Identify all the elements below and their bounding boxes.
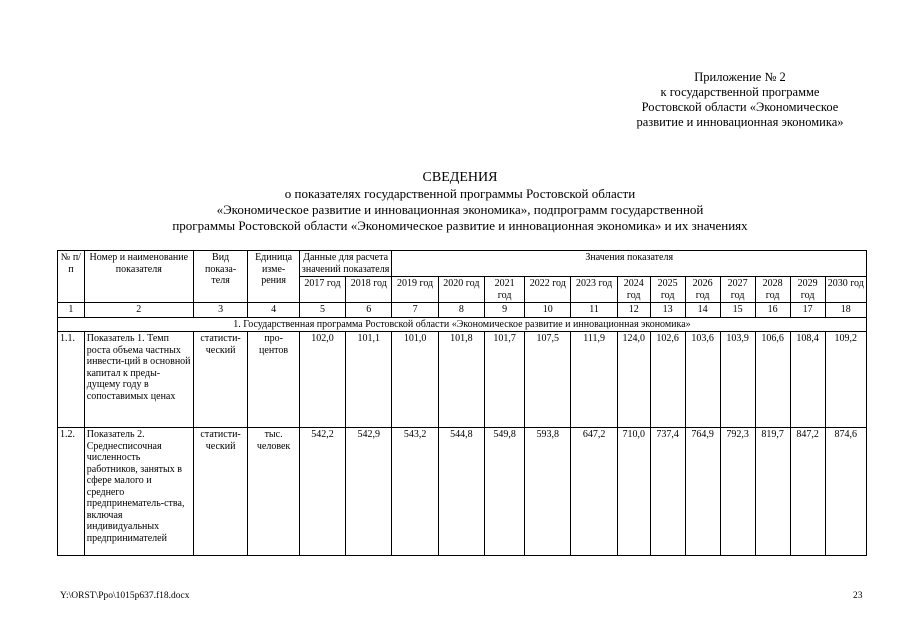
col-number: 17 bbox=[790, 303, 825, 318]
table-row bbox=[58, 332, 867, 428]
row-unit: тыс. человек bbox=[248, 428, 299, 556]
row-indicator-name: Показатель 2. Среднесписочная численность работников, занятых в сфере малого и среднего предпринематель-ства, включая индивидуальных предпринимателей bbox=[84, 428, 193, 556]
value-cell: 847,2 bbox=[790, 428, 825, 556]
value-cell: 103,9 bbox=[720, 332, 755, 428]
year-cell: 2021 год bbox=[485, 277, 525, 303]
col-number: 16 bbox=[755, 303, 790, 318]
row-number: 1.1. bbox=[58, 332, 85, 428]
year-cell: 2029 год bbox=[790, 277, 825, 303]
col-number: 18 bbox=[825, 303, 866, 318]
appendix-block bbox=[600, 70, 880, 130]
col-number: 9 bbox=[485, 303, 525, 318]
section-row bbox=[58, 317, 867, 332]
heading-line-1: о показателях государственной программы Ростовской области bbox=[284, 186, 636, 201]
header-values: Значения показателя bbox=[392, 251, 867, 277]
col-number: 12 bbox=[617, 303, 650, 318]
year-cell: 2020 год bbox=[438, 277, 484, 303]
col-number: 1 bbox=[58, 303, 85, 318]
value-cell: 109,2 bbox=[825, 332, 866, 428]
appendix-line-1: Приложение № 2 bbox=[694, 70, 786, 84]
value-cell: 543,2 bbox=[392, 428, 438, 556]
value-cell: 102,6 bbox=[650, 332, 685, 428]
col-number: 13 bbox=[650, 303, 685, 318]
col-number: 5 bbox=[299, 303, 345, 318]
col-number: 7 bbox=[392, 303, 438, 318]
header-unit: Единица изме-рения bbox=[248, 251, 299, 303]
heading-line-2: «Экономическое развитие и инновационная экономика», подпрограмм государственной bbox=[216, 202, 704, 217]
year-cell: 2019 год bbox=[392, 277, 438, 303]
document-title: СВЕДЕНИЯ bbox=[422, 170, 498, 185]
col-number: 6 bbox=[346, 303, 392, 318]
appendix-line-3: Ростовской области «Экономическое bbox=[641, 100, 839, 114]
document-heading bbox=[60, 170, 860, 234]
year-cell: 2027 год bbox=[720, 277, 755, 303]
col-number: 2 bbox=[84, 303, 193, 318]
value-cell: 102,0 bbox=[299, 332, 345, 428]
year-cell: 2030 год bbox=[825, 277, 866, 303]
value-cell: 107,5 bbox=[525, 332, 571, 428]
indicators-table bbox=[57, 250, 867, 556]
year-cell: 2017 год bbox=[299, 277, 345, 303]
year-cell: 2023 год bbox=[571, 277, 617, 303]
value-cell: 792,3 bbox=[720, 428, 755, 556]
column-numbers-row bbox=[58, 303, 867, 318]
year-cell: 2028 год bbox=[755, 277, 790, 303]
col-number: 3 bbox=[193, 303, 248, 318]
row-unit: про-центов bbox=[248, 332, 299, 428]
value-cell: 542,2 bbox=[299, 428, 345, 556]
value-cell: 124,0 bbox=[617, 332, 650, 428]
value-cell: 103,6 bbox=[685, 332, 720, 428]
heading-line-3: программы Ростовской области «Экономическое развитие и инновационная экономика» и их значениях bbox=[172, 218, 748, 233]
appendix-line-4: развитие и инновационная экономика» bbox=[636, 115, 844, 129]
col-number: 4 bbox=[248, 303, 299, 318]
appendix-line-2: к государственной программе bbox=[660, 85, 820, 99]
header-name: Номер и наименование показателя bbox=[84, 251, 193, 303]
year-cell: 2022 год bbox=[525, 277, 571, 303]
value-cell: 819,7 bbox=[755, 428, 790, 556]
value-cell: 111,9 bbox=[571, 332, 617, 428]
header-type: Вид показа-теля bbox=[193, 251, 248, 303]
row-indicator-name: Показатель 1. Темп роста объема частных инвести-ций в основной капитал к преды-дущему году в сопоставимых ценах bbox=[84, 332, 193, 428]
header-num: № п/п bbox=[58, 251, 85, 303]
value-cell: 101,8 bbox=[438, 332, 484, 428]
year-cell: 2018 год bbox=[346, 277, 392, 303]
row-indicator-type: статисти-ческий bbox=[193, 428, 248, 556]
year-cell: 2026 год bbox=[685, 277, 720, 303]
year-cell: 2024 год bbox=[617, 277, 650, 303]
col-number: 15 bbox=[720, 303, 755, 318]
year-cell: 2025 год bbox=[650, 277, 685, 303]
value-cell: 874,6 bbox=[825, 428, 866, 556]
value-cell: 106,6 bbox=[755, 332, 790, 428]
value-cell: 544,8 bbox=[438, 428, 484, 556]
row-indicator-type: статисти-ческий bbox=[193, 332, 248, 428]
footer-file-path: Y:\ORST\Ppo\1015p637.f18.docx bbox=[60, 591, 190, 601]
value-cell: 542,9 bbox=[346, 428, 392, 556]
row-number: 1.2. bbox=[58, 428, 85, 556]
value-cell: 549,8 bbox=[485, 428, 525, 556]
col-number: 14 bbox=[685, 303, 720, 318]
section-title: 1. Государственная программа Ростовской области «Экономическое развитие и инновационная экономика» bbox=[58, 317, 867, 332]
table-row bbox=[58, 428, 867, 556]
header-base-data: Данные для расчета значений показателя bbox=[299, 251, 392, 277]
value-cell: 737,4 bbox=[650, 428, 685, 556]
value-cell: 764,9 bbox=[685, 428, 720, 556]
col-number: 11 bbox=[571, 303, 617, 318]
value-cell: 647,2 bbox=[571, 428, 617, 556]
col-number: 10 bbox=[525, 303, 571, 318]
value-cell: 101,1 bbox=[346, 332, 392, 428]
value-cell: 101,7 bbox=[485, 332, 525, 428]
value-cell: 710,0 bbox=[617, 428, 650, 556]
value-cell: 108,4 bbox=[790, 332, 825, 428]
value-cell: 101,0 bbox=[392, 332, 438, 428]
page-number: 23 bbox=[853, 591, 863, 601]
value-cell: 593,8 bbox=[525, 428, 571, 556]
col-number: 8 bbox=[438, 303, 484, 318]
